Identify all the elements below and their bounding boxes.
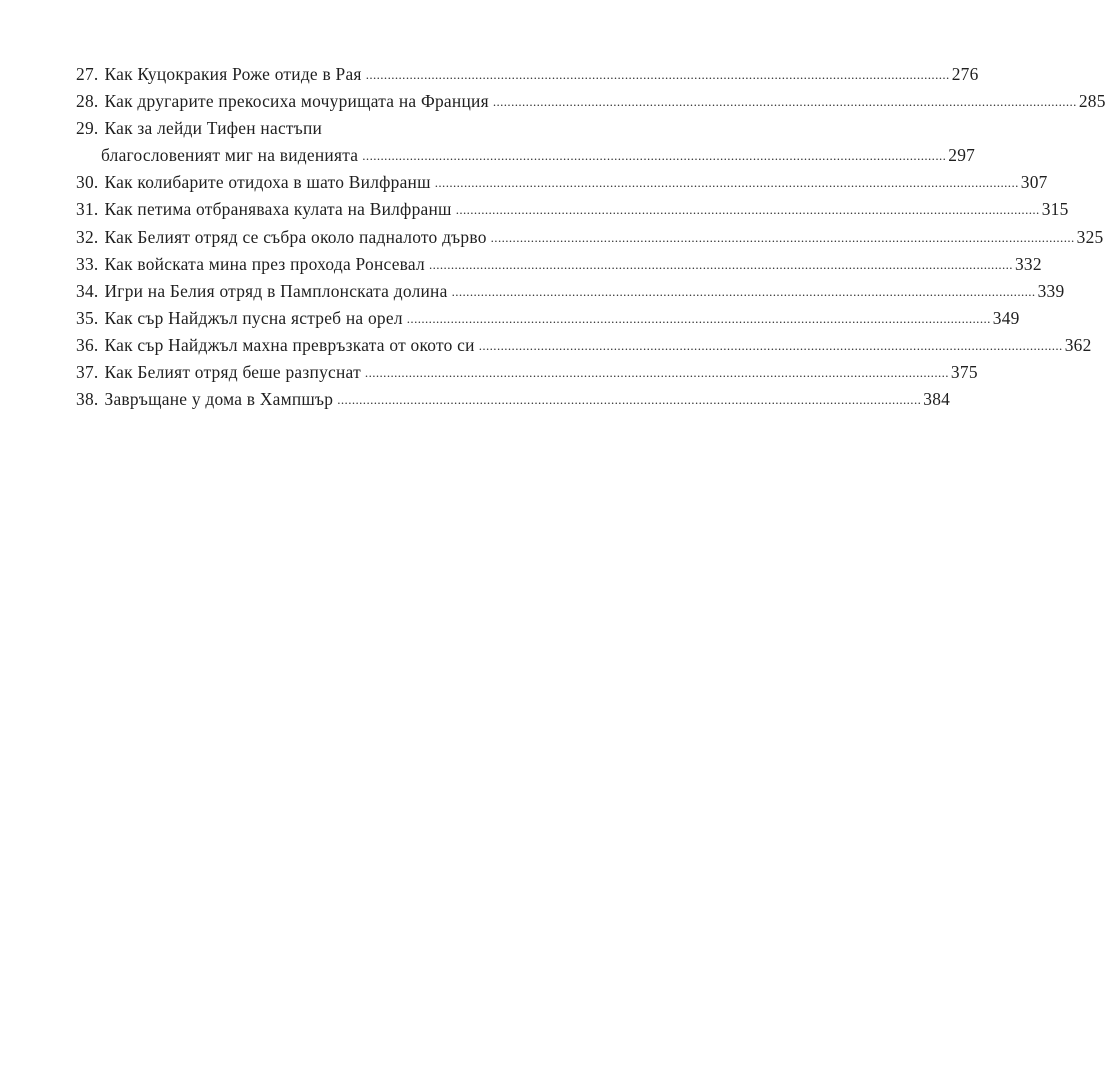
toc-line [76, 332, 1092, 359]
toc-line [76, 224, 1104, 251]
chapter-title: Как петима отбраняваха кулата на Вилфранш [104, 199, 452, 220]
page-number: 375 [950, 362, 978, 383]
page-number: 307 [1020, 172, 1048, 193]
dot-leader: ................................................................................................................................................................ [337, 392, 922, 408]
toc-line [76, 386, 951, 413]
page-number: 297 [948, 145, 976, 166]
page-number: 362 [1064, 334, 1092, 355]
chapter-number: 27. [76, 64, 99, 84]
chapter-number: 38. [76, 389, 99, 410]
toc-line [76, 196, 1069, 223]
chapter-number: 29. [76, 118, 99, 139]
chapter-number: 35. [76, 307, 99, 328]
page-number: 332 [1014, 253, 1042, 274]
page-number: 339 [1037, 280, 1065, 301]
page-number: 315 [1041, 199, 1069, 220]
chapter-title: Как Куцокракия Роже отиде в Рая [104, 64, 362, 84]
chapter-number: 31. [76, 199, 99, 220]
chapter-title: Игри на Белия отряд в Памплонската долина [104, 280, 448, 301]
chapter-title: Как сър Найджъл пусна ястреб на орел [104, 307, 403, 328]
toc-line-continuation [76, 142, 976, 169]
table-of-contents [76, 61, 1106, 413]
dot-leader: ................................................................................................................................................................ [362, 148, 947, 164]
chapter-number: 30. [76, 172, 99, 193]
chapter-title: Как войската мина през прохода Ронсевал [104, 253, 425, 274]
page-number: 285 [1078, 91, 1106, 112]
dot-leader: ................................................................................................................................................................ [365, 67, 950, 82]
chapter-number: 33. [76, 253, 99, 274]
toc-entry [76, 251, 1042, 278]
chapter-number: 28. [76, 91, 99, 112]
page-number: 349 [992, 307, 1020, 328]
toc-entry [76, 386, 951, 413]
chapter-number: 36. [76, 334, 99, 355]
toc-line [76, 61, 979, 88]
dot-leader: ................................................................................................................................................................ [406, 310, 991, 326]
toc-line [76, 169, 1048, 196]
chapter-title: Как за лейди Тифен настъпи [104, 118, 323, 139]
chapter-title: Как другарите прекосиха мочурищата на Франция [104, 91, 489, 112]
dot-leader: ................................................................................................................................................................ [428, 256, 1013, 272]
toc-entry [76, 61, 979, 88]
toc-entry [76, 332, 1092, 359]
dot-leader: ................................................................................................................................................................ [434, 175, 1019, 191]
page-number: 325 [1076, 226, 1104, 247]
dot-leader: ................................................................................................................................................................ [492, 94, 1077, 110]
chapter-title: Как сър Найджъл махна превръзката от окото си [104, 334, 475, 355]
toc-entry [76, 359, 978, 386]
chapter-title-continuation: благословеният миг на виденията [101, 145, 359, 166]
dot-leader: ................................................................................................................................................................ [478, 337, 1063, 353]
chapter-title: Завръщане у дома в Хампшър [104, 389, 334, 410]
toc-entry [76, 224, 1104, 251]
chapter-title: Как колибарите отидоха в шато Вилфранш [104, 172, 431, 193]
toc-entry [76, 196, 1069, 223]
toc-entry [76, 305, 1020, 332]
chapter-title: Как Белият отряд се събра около падналото дърво [104, 226, 487, 247]
toc-line [76, 251, 1042, 278]
chapter-number: 32. [76, 226, 99, 247]
page-number: 276 [951, 64, 979, 84]
toc-line [76, 305, 1020, 332]
chapter-number: 34. [76, 280, 99, 301]
dot-leader: ................................................................................................................................................................ [451, 283, 1036, 299]
toc-entry [76, 278, 1065, 305]
dot-leader: ................................................................................................................................................................ [490, 229, 1075, 245]
toc-line [76, 359, 978, 386]
toc-line [76, 88, 1106, 115]
page-number: 384 [923, 389, 951, 410]
toc-line [76, 115, 609, 142]
toc-entry [76, 115, 976, 169]
dot-leader: ................................................................................................................................................................ [455, 202, 1040, 218]
dot-leader: ................................................................................................................................................................ [364, 365, 949, 381]
toc-entry [76, 88, 1106, 115]
chapter-number: 37. [76, 362, 99, 383]
chapter-title: Как Белият отряд беше разпуснат [104, 362, 361, 383]
toc-line [76, 278, 1065, 305]
toc-entry [76, 169, 1048, 196]
